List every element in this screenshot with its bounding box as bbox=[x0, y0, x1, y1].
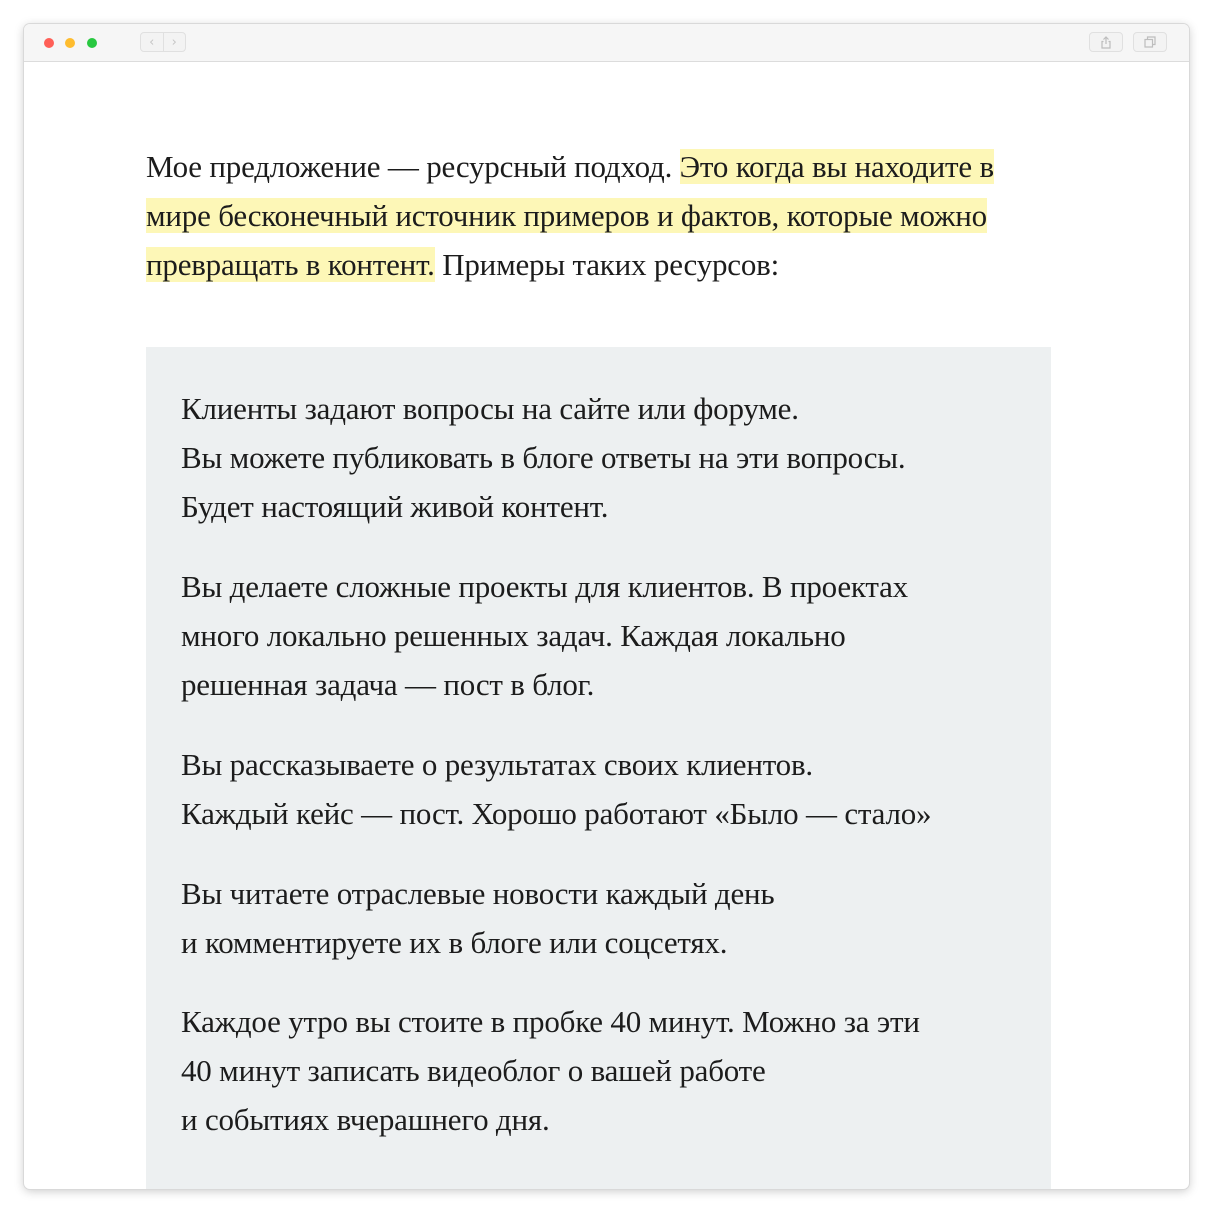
tabs-button[interactable] bbox=[1133, 32, 1167, 52]
paragraph-line: решенная задача — пост в блог. bbox=[181, 667, 595, 702]
minimize-window-button[interactable] bbox=[65, 38, 75, 48]
share-icon bbox=[1100, 36, 1112, 49]
paragraph-line: Будет настоящий живой контент. bbox=[181, 489, 609, 524]
paragraph-line: и событиях вчерашнего дня. bbox=[181, 1102, 550, 1137]
share-button[interactable] bbox=[1089, 32, 1123, 52]
paragraph-line: 40 минут записать видеоблог о вашей работе bbox=[181, 1053, 766, 1088]
paragraph-line: Вы можете публиковать в блоге ответы на эти вопросы. bbox=[181, 440, 906, 475]
paragraph-line: много локально решенных задач. Каждая локально bbox=[181, 618, 846, 653]
close-window-button[interactable] bbox=[44, 38, 54, 48]
intro-text-plain: Мое предложение — ресурсный подход. bbox=[146, 149, 680, 184]
zoom-window-button[interactable] bbox=[87, 38, 97, 48]
intro-paragraph bbox=[146, 142, 1046, 289]
paragraph-line: Вы читаете отраслевые новости каждый день bbox=[181, 876, 775, 911]
resource-paragraph bbox=[181, 997, 1031, 1144]
paragraph-line: Вы рассказываете о результатах своих клиентов. bbox=[181, 747, 813, 782]
navigation-buttons bbox=[140, 32, 186, 52]
resource-paragraph bbox=[181, 562, 1031, 709]
intro-text-tail: Примеры таких ресурсов: bbox=[434, 247, 779, 282]
resource-paragraph bbox=[181, 869, 1031, 967]
forward-button[interactable] bbox=[163, 33, 186, 51]
paragraph-line: Каждое утро вы стоите в пробке 40 минут. Можно за эти bbox=[181, 1004, 920, 1039]
paragraph-line: и комментируете их в блоге или соцсетях. bbox=[181, 925, 728, 960]
tabs-icon bbox=[1144, 36, 1156, 48]
intro-highlight: Это когда вы находите в мире бесконечный источник примеров и фактов, которые можно превращать в контент. bbox=[146, 149, 994, 282]
paragraph-line: Клиенты задают вопросы на сайте или форуме. bbox=[181, 391, 799, 426]
page-content bbox=[24, 62, 1189, 1189]
resource-paragraph bbox=[181, 740, 1031, 838]
browser-window bbox=[24, 24, 1189, 1189]
paragraph-line: Вы делаете сложные проекты для клиентов. В проектах bbox=[181, 569, 908, 604]
title-bar bbox=[24, 24, 1189, 62]
resource-paragraph bbox=[181, 384, 1031, 531]
back-button[interactable] bbox=[141, 33, 163, 51]
chevron-right-icon: › bbox=[171, 34, 177, 50]
chevron-left-icon: ‹ bbox=[149, 34, 155, 50]
resources-block bbox=[146, 347, 1051, 1189]
paragraph-line: Каждый кейс — пост. Хорошо работают «Было — стало» bbox=[181, 796, 932, 831]
